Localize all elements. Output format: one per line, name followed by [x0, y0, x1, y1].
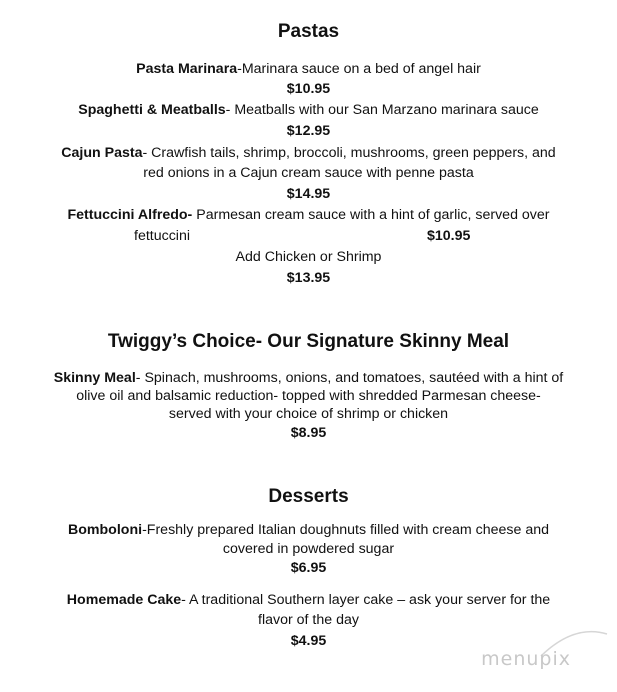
item-name: Pasta Marinara [136, 61, 238, 77]
item-description: - A traditional Southern layer cake – ask your server for the [181, 592, 551, 608]
menu-item-fettuccini-alfredo [0, 205, 617, 225]
item-name: Spaghetti & Meatballs [78, 102, 226, 118]
item-price: $6.95 [290, 560, 327, 576]
item-description: - Spinach, mushrooms, onions, and tomatoes, sautéed with a hint of [135, 370, 564, 386]
desserts-title: Desserts [268, 486, 349, 507]
menu-item-homemade-cake [0, 590, 617, 610]
menu-item-cajun-pasta [0, 143, 617, 163]
menu-item-skinny-meal [0, 368, 617, 388]
menu-item-spaghetti [0, 100, 617, 120]
watermark-logo: menupix [481, 648, 571, 670]
item-name: Fettuccini Alfredo- [67, 207, 193, 223]
item-price: $12.95 [286, 123, 331, 139]
item-description-cont: red onions in a Cajun cream sauce with penne pasta [143, 165, 474, 181]
menu-item-pasta-marinara [0, 59, 617, 79]
item-description: Parmesan cream sauce with a hint of garlic, served over [192, 207, 550, 223]
item-price: $10.95 [286, 81, 331, 97]
item-description-cont: flavor of the day [258, 612, 359, 628]
item-description-cont: covered in powdered sugar [222, 541, 395, 557]
item-description: -Marinara sauce on a bed of angel hair [237, 61, 481, 77]
item-addon-price: $13.95 [286, 270, 331, 286]
menu-item-bomboloni [0, 520, 617, 540]
item-price: $14.95 [286, 186, 331, 202]
item-name: Homemade Cake [66, 592, 182, 608]
item-price: $4.95 [290, 633, 327, 649]
item-description: - Meatballs with our San Marzano marinara sauce [225, 102, 539, 118]
item-description: - Crawfish tails, shrimp, broccoli, mushrooms, green peppers, and [142, 145, 556, 161]
item-description-cont: olive oil and balsamic reduction- topped with shredded Parmesan cheese- [76, 388, 541, 404]
item-description-cont: fettuccini [134, 228, 190, 244]
item-price: $10.95 [427, 228, 471, 244]
item-description-cont: served with your choice of shrimp or chicken [168, 406, 449, 422]
item-price: $8.95 [290, 425, 327, 441]
item-name: Skinny Meal [53, 370, 136, 386]
item-addon: Add Chicken or Shrimp [235, 249, 382, 265]
pastas-title: Pastas [277, 21, 340, 42]
item-name: Bomboloni [67, 522, 143, 538]
item-name: Cajun Pasta [61, 145, 143, 161]
signature-title: Twiggy’s Choice- Our Signature Skinny Meal [107, 331, 510, 352]
item-description: -Freshly prepared Italian doughnuts filled with cream cheese and [142, 522, 549, 538]
